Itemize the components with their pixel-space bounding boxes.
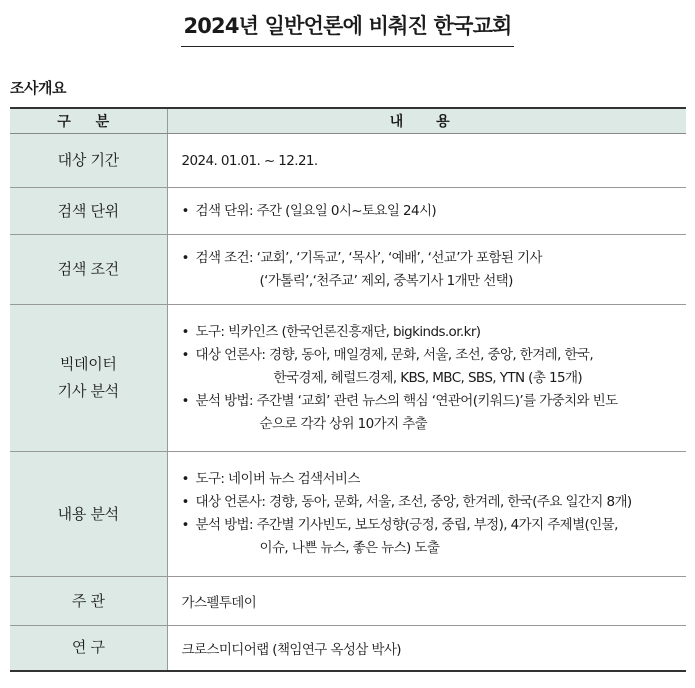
- bullet-item: • 대상 언론사: 경향, 동아, 문화, 서울, 조선, 중앙, 한겨레, 한국(주요 일간지 8개): [181, 494, 632, 510]
- header-category: 구 분: [10, 108, 167, 134]
- value-conditions: [167, 235, 686, 305]
- table-header-row: [10, 108, 686, 134]
- label-content-analysis: 내용 분석: [10, 452, 167, 577]
- bullet-item: • 대상 언론사: 경향, 동아, 매일경제, 문화, 서울, 조선, 중앙, 한겨레, 한국,: [181, 346, 594, 363]
- label-period: 대상 기간: [10, 134, 167, 188]
- label-unit: 검색 단위: [10, 188, 167, 235]
- bullet-item: • 검색 조건: ‘교회’, ‘기독교’, ‘목사’, ‘예배’, ‘선교’가 포함된 기사: [181, 249, 542, 266]
- row-conditions: [10, 235, 686, 305]
- label-research: 연 구: [10, 626, 167, 671]
- document-title-wrap: [0, 10, 695, 47]
- row-host: [10, 577, 686, 626]
- label-bigdata: [10, 305, 167, 452]
- header-content: 내 용: [167, 108, 686, 134]
- bullet-continuation: (‘가톨릭’,‘천주교’ 제외, 중복기사 1개만 선택): [259, 272, 513, 289]
- label-conditions: 검색 조건: [10, 235, 167, 305]
- row-research: [10, 626, 686, 671]
- overview-table: [10, 107, 686, 672]
- value-research: 크로스미디어랩 (책임연구 옥성삼 박사): [167, 626, 686, 671]
- value-period: 2024. 01.01. ~ 12.21.: [167, 134, 686, 188]
- bullet-item: • 검색 단위: 주간 (일요일 0시~토요일 24시): [181, 202, 437, 219]
- bullet-item: • 도구: 네이버 뉴스 검색서비스: [181, 471, 360, 487]
- bullet-item: • 분석 방법: 주간별 ‘교회’ 관련 뉴스의 핵심 ‘연관어(키워드)’를 가중치와 빈도: [181, 392, 618, 409]
- bullet-continuation: 순으로 각각 상위 10가지 추출: [259, 415, 428, 432]
- row-period: [10, 134, 686, 188]
- label-bigdata-line2: 기사 분석: [57, 382, 119, 400]
- bullet-item: • 분석 방법: 주간별 기사빈도, 보도성향(긍정, 중립, 부정), 4가지 주제별(인물,: [181, 517, 618, 533]
- bullet-continuation: 한국경제, 헤럴드경제, KBS, MBC, SBS, YTN (총 15개): [273, 369, 583, 386]
- label-host: 주 관: [10, 577, 167, 626]
- value-content-analysis: [167, 452, 686, 577]
- row-bigdata: [10, 305, 686, 452]
- value-bigdata: [167, 305, 686, 452]
- bullet-item: • 도구: 빅카인즈 (한국언론진흥재단, bigkinds.or.kr): [181, 323, 481, 340]
- section-title: 조사개요: [10, 79, 66, 97]
- row-unit: [10, 188, 686, 235]
- bullet-continuation: 이슈, 나쁜 뉴스, 좋은 뉴스) 도출: [259, 540, 440, 556]
- row-content-analysis: [10, 452, 686, 577]
- value-unit: [167, 188, 686, 235]
- value-host: 가스펠투데이: [167, 577, 686, 626]
- label-bigdata-line1: 빅데이터: [59, 355, 117, 373]
- document-title: 2024년 일반언론에 비춰진 한국교회: [181, 10, 513, 47]
